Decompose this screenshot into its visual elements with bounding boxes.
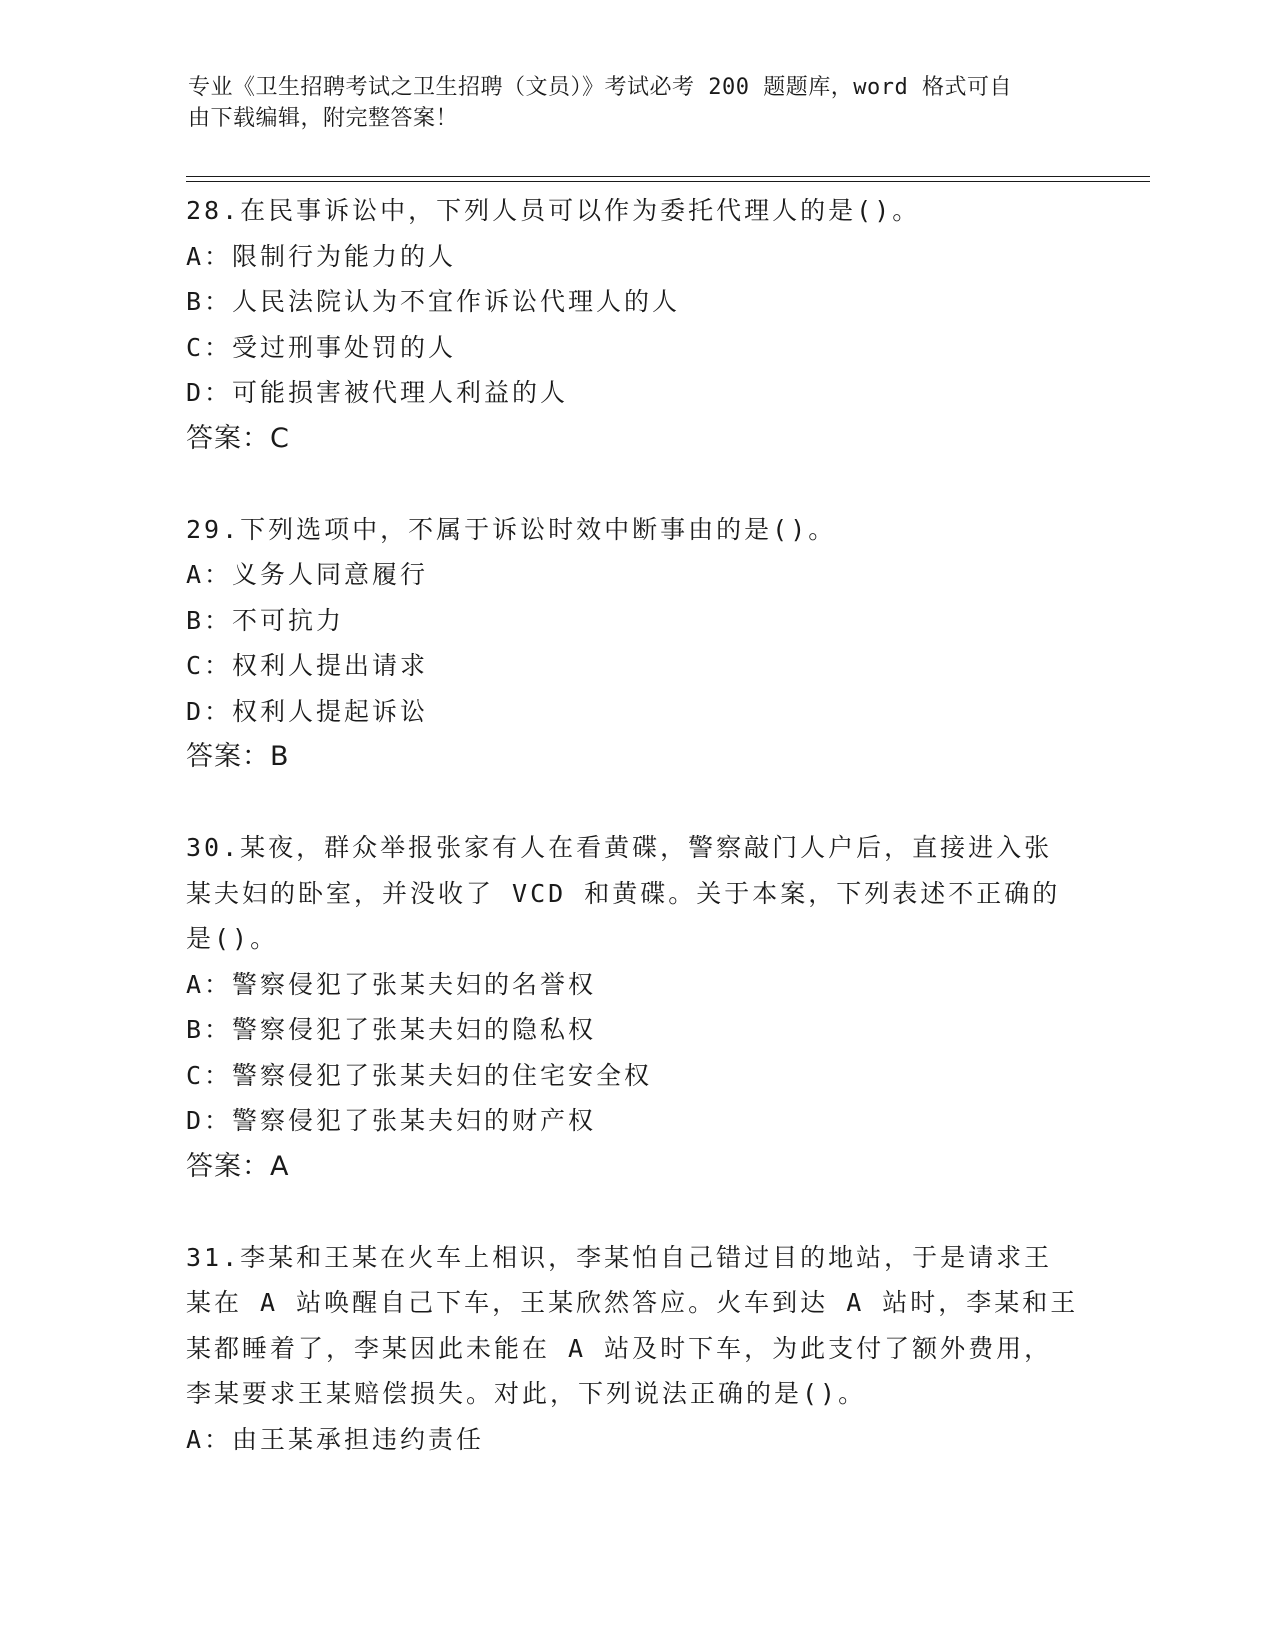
- option-d: D：权利人提起诉讼: [186, 696, 429, 726]
- question-stem-line-1: 31.李某和王某在火车上相识，李某怕自己错过目的地站，于是请求王: [186, 1242, 1053, 1272]
- option-a: A：警察侵犯了张某夫妇的名誉权: [186, 969, 597, 999]
- question-list: [186, 188, 1086, 1462]
- question-stem-line-3: 某都睡着了，李某因此未能在 A 站及时下车，为此支付了额外费用，: [186, 1333, 1053, 1363]
- option-c: C：受过刑事处罚的人: [186, 332, 457, 362]
- header-divider-bottom: [186, 181, 1150, 182]
- answer-line: 答案：B: [186, 741, 290, 772]
- question-31: [186, 1235, 1086, 1463]
- question-stem: 29.下列选项中，不属于诉讼时效中断事由的是()。: [186, 514, 837, 544]
- answer-line: 答案：A: [186, 1150, 290, 1182]
- option-c: C：权利人提出请求: [186, 651, 429, 680]
- question-30: [186, 825, 1086, 1189]
- spacer: [186, 1189, 1086, 1235]
- option-b: B：不可抗力: [186, 605, 345, 635]
- option-d: D：可能损害被代理人利益的人: [186, 378, 569, 407]
- question-stem-line-2: 某在 A 站唤醒自己下车，王某欣然答应。火车到达 A 站时，李某和王: [186, 1288, 1079, 1317]
- header-line-2: 由下载编辑，附完整答案！: [188, 106, 459, 131]
- question-stem-line-3: 是()。: [186, 924, 279, 953]
- header-divider-top: [186, 176, 1150, 177]
- question-stem-line-1: 30.某夜，群众举报张家有人在看黄碟，警察敲门人户后，直接进入张: [186, 833, 1053, 862]
- spacer: [186, 780, 1086, 826]
- header-line-1: 专业《卫生招聘考试之卫生招聘（文员）》考试必考 200 题题库，word 格式可自: [188, 75, 1012, 100]
- document-header: [188, 72, 1068, 134]
- question-28: [186, 188, 1086, 461]
- option-d: D：警察侵犯了张某夫妇的财产权: [186, 1106, 597, 1135]
- answer-line: 答案：C: [186, 422, 290, 454]
- spacer: [186, 461, 1086, 507]
- option-a: A：限制行为能力的人: [186, 241, 457, 271]
- option-a: A：义务人同意履行: [186, 560, 429, 589]
- option-b: B：警察侵犯了张某夫妇的隐私权: [186, 1015, 597, 1044]
- question-stem: 28.在民事诉讼中，下列人员可以作为委托代理人的是()。: [186, 196, 921, 225]
- option-c: C：警察侵犯了张某夫妇的住宅安全权: [186, 1060, 653, 1090]
- question-29: [186, 507, 1086, 780]
- option-a: A：由王某承担违约责任: [186, 1424, 485, 1454]
- question-stem-line-2: 某夫妇的卧室，并没收了 VCD 和黄碟。关于本案，下列表述不正确的: [186, 878, 1061, 908]
- option-b: B：人民法院认为不宜作诉讼代理人的人: [186, 287, 681, 316]
- question-stem-line-4: 李某要求王某赔偿损失。对此，下列说法正确的是()。: [186, 1379, 867, 1408]
